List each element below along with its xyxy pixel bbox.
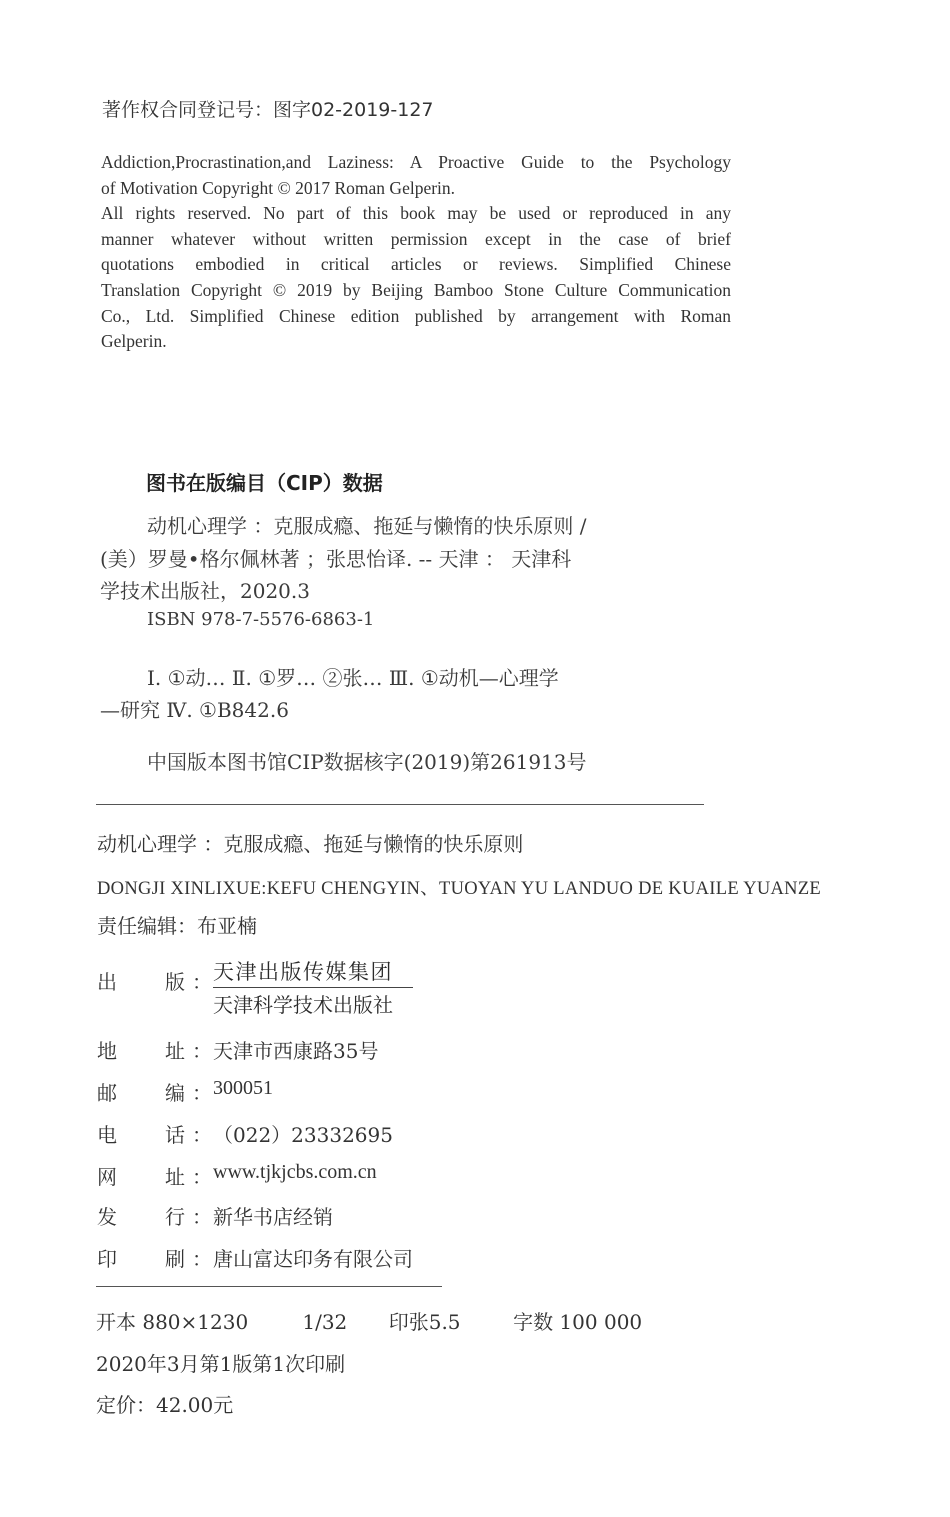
- printed-sheets: 印张5.5: [388, 1310, 461, 1334]
- publisher-name: 天津科学技术出版社: [213, 993, 393, 1017]
- website-colon: ：: [192, 1165, 212, 1189]
- book-title-pinyin: DONGJI XINLIXUE:KEFU CHENGYIN、TUOYAN YU LANDUO DE KUAILE YUANZE: [97, 879, 822, 899]
- address-label: 地: [97, 1039, 117, 1063]
- page-format: 开本 880×1230: [96, 1310, 249, 1334]
- website-value: www.tjkjcbs.com.cn: [213, 1161, 377, 1183]
- address-value: 天津市西康路35号: [213, 1039, 379, 1063]
- postcode-colon: ：: [192, 1081, 212, 1105]
- publisher-group: 天津出版传媒集团: [213, 960, 393, 984]
- phone-label: 话: [165, 1123, 185, 1147]
- cip-author-line: (美）罗曼•格尔佩林著 ；张思怡译. -- 天津 ： 天津科: [100, 547, 572, 571]
- notice-line: Gelperin.: [101, 331, 167, 352]
- divider: [96, 804, 704, 805]
- phone-colon: ：: [192, 1123, 212, 1147]
- printing-label: 刷: [165, 1247, 185, 1271]
- cip-classification-line: Ⅰ. ①动… Ⅱ. ①罗… ②张… Ⅲ. ①动机—心理学: [147, 666, 559, 690]
- postcode-value: 300051: [213, 1077, 273, 1099]
- publisher-colon: ：: [192, 970, 212, 994]
- printing-colon: ：: [192, 1247, 212, 1271]
- notice-line: manner whatever without written permission except in the case of brief: [101, 228, 731, 249]
- edition-printing: 2020年3月第1版第1次印刷: [96, 1352, 346, 1376]
- phone-label: 电: [97, 1123, 117, 1147]
- notice-line: Co., Ltd. Simplified Chinese edition published by arrangement with Roman: [101, 305, 731, 326]
- format-info: [96, 1306, 642, 1335]
- price: 定价：42.00元: [96, 1393, 234, 1417]
- publisher-underline: [213, 987, 413, 988]
- notice-line: quotations embodied in critical articles or reviews. Simplified Chinese: [101, 254, 731, 275]
- printing-label: 印: [97, 1247, 117, 1271]
- cip-title-line: 动机心理学 ：克服成瘾、拖延与懒惰的快乐原则 /: [147, 514, 587, 538]
- notice-line: Translation Copyright © 2019 by Beijing Bamboo Stone Culture Communication: [101, 279, 731, 300]
- english-copyright-notice: [101, 150, 731, 355]
- publisher-label: 版: [165, 970, 185, 994]
- fold-format: 1/32: [302, 1310, 348, 1334]
- cip-classification-line: —研究 Ⅳ. ①B842.6: [100, 698, 289, 722]
- website-label: 网: [97, 1165, 117, 1189]
- book-title: 动机心理学 ：克服成瘾、拖延与懒惰的快乐原则: [97, 832, 524, 856]
- publisher-label: 出: [97, 970, 117, 994]
- postcode-label: 邮: [97, 1081, 117, 1105]
- phone-value: （022）23332695: [213, 1123, 393, 1147]
- distribution-label: 发: [97, 1205, 117, 1229]
- address-label: 址: [165, 1039, 185, 1063]
- divider: [96, 1286, 442, 1287]
- copyright-registration: 著作权合同登记号：图字02-2019-127: [102, 99, 434, 121]
- cip-verification-number: 中国版本图书馆CIP数据核字(2019)第261913号: [147, 750, 587, 774]
- responsible-editor: 责任编辑：布亚楠: [97, 914, 257, 938]
- address-colon: ：: [192, 1039, 212, 1063]
- notice-line: All rights reserved. No part of this book may be used or reproduced in any: [101, 203, 731, 224]
- word-count: 字数 100 000: [513, 1310, 643, 1334]
- distribution-label: 行: [165, 1205, 185, 1229]
- postcode-label: 编: [165, 1081, 185, 1105]
- distribution-value: 新华书店经销: [213, 1205, 333, 1229]
- notice-line: of Motivation Copyright © 2017 Roman Gelperin.: [101, 177, 456, 198]
- distribution-colon: ：: [192, 1205, 212, 1229]
- printing-value: 唐山富达印务有限公司: [213, 1247, 413, 1271]
- notice-line: Addiction,Procrastination,and Laziness: A Proactive Guide to the Psychology: [101, 152, 731, 172]
- cip-isbn: ISBN 978-7-5576-6863-1: [147, 609, 375, 630]
- website-label: 址: [165, 1165, 185, 1189]
- cip-publisher-line: 学技术出版社，2020.3: [100, 579, 310, 603]
- cip-heading: 图书在版编目（CIP）数据: [146, 471, 383, 495]
